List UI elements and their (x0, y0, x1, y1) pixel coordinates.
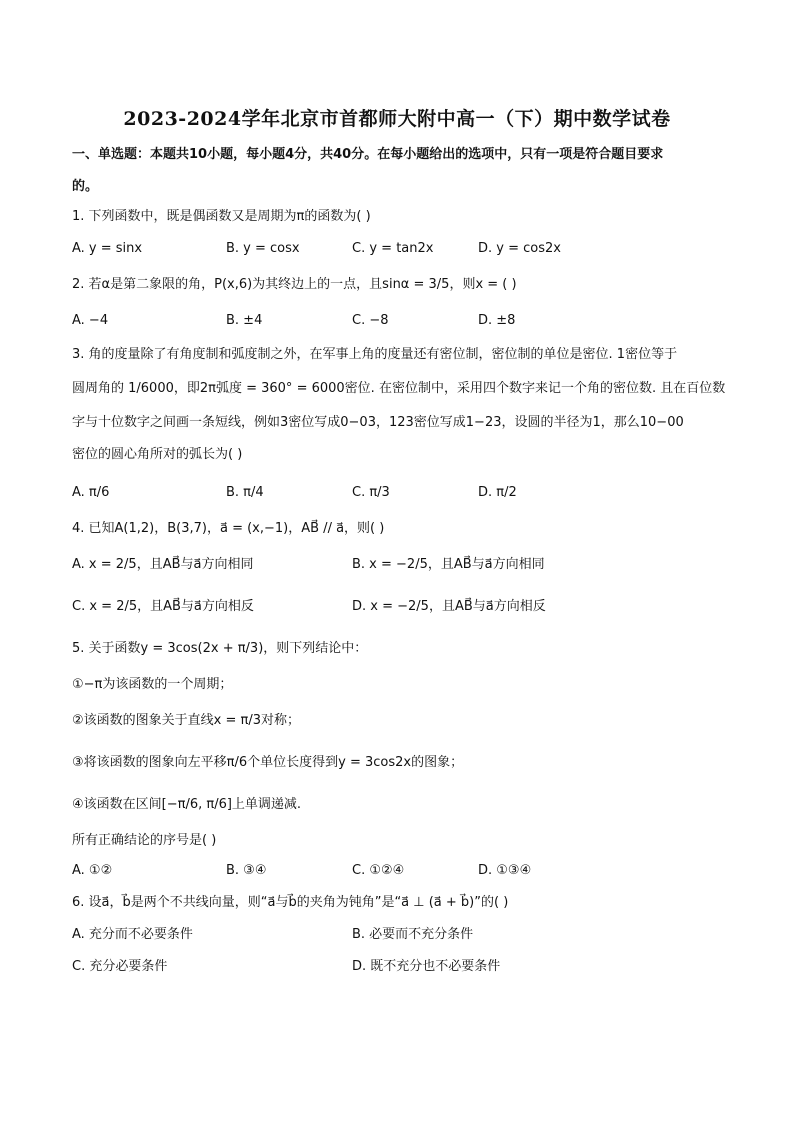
q2-option-d: D. ±8 (478, 313, 516, 328)
q4-option-b: B. x = −2/5，且AB⃗与a⃗方向相同 (352, 557, 545, 572)
q1-option-a: A. y = sinx (72, 241, 143, 256)
q5-ask: 所有正确结论的序号是( ) (72, 833, 217, 848)
q3-line1: 3. 角的度量除了有角度制和弧度制之外，在军事上角的度量还有密位制，密位制的单位是密位. 1密位等于 (72, 347, 678, 362)
q5-option-a: A. ①② (72, 863, 113, 878)
q4-stem: 4. 已知A(1,2)，B(3,7)，a⃗ = (x,−1)，AB⃗ // a⃗，则( ) (72, 521, 385, 536)
q1-option-d: D. y = cos2x (478, 241, 561, 256)
q2-stem: 2. 若α是第二象限的角，P(x,6)为其终边上的一点，且sinα = 3/5，则x = ( ) (72, 277, 517, 292)
q6-option-a: A. 充分而不必要条件 (72, 927, 193, 942)
q5-option-d: D. ①③④ (478, 863, 532, 878)
q4-option-c: C. x = 2/5，且AB⃗与a⃗方向相反 (72, 599, 254, 614)
q3-option-b: B. π/4 (226, 485, 264, 500)
q3-option-d: D. π/2 (478, 485, 517, 500)
q3-option-a: A. π/6 (72, 485, 110, 500)
q2-option-a: A. −4 (72, 313, 109, 328)
q5-statement-2: ②该函数的图象关于直线x = π/3对称； (72, 713, 300, 728)
q5-statement-3: ③将该函数的图象向左平移π/6个单位长度得到y = 3cos2x的图象； (72, 755, 464, 770)
q4-option-a: A. x = 2/5，且AB⃗与a⃗方向相同 (72, 557, 254, 572)
section-heading-line1: 一、单选题：本题共10小题，每小题4分，共40分。在每小题给出的选项中，只有一项是符合题目要求 (72, 147, 664, 162)
q1-stem: 1. 下列函数中，既是偶函数又是周期为π的函数为( ) (72, 209, 371, 224)
q5-option-c: C. ①②④ (352, 863, 405, 878)
q3-line3: 字与十位数字之间画一条短线，例如3密位写成0−03，123密位写成1−23，设圆的半径为1，那么10−00 (72, 415, 684, 430)
q5-option-b: B. ③④ (226, 863, 267, 878)
q2-option-b: B. ±4 (226, 313, 263, 328)
q4-option-d: D. x = −2/5，且AB⃗与a⃗方向相反 (352, 599, 546, 614)
q6-stem: 6. 设a⃗，b⃗是两个不共线向量，则“a⃗与b⃗的夹角为钝角”是“a⃗ ⊥ (a⃗ + b⃗)”的( ) (72, 895, 509, 910)
q3-option-c: C. π/3 (352, 485, 390, 500)
q5-statement-1: ①−π为该函数的一个周期； (72, 677, 233, 692)
q6-option-b: B. 必要而不充分条件 (352, 927, 474, 942)
q2-option-c: C. −8 (352, 313, 389, 328)
q6-option-d: D. 既不充分也不必要条件 (352, 959, 501, 974)
q3-line4: 密位的圆心角所对的弧长为( ) (72, 447, 243, 462)
page-title: 2023-2024学年北京市首都师大附中高一（下）期中数学试卷 (123, 108, 671, 130)
q6-option-c: C. 充分必要条件 (72, 959, 168, 974)
q5-stem: 5. 关于函数y = 3cos(2x + π/3)，则下列结论中： (72, 641, 368, 656)
q3-line2: 圆周角的 1/6000，即2π弧度 = 360° = 6000密位. 在密位制中，采用四个数字来记一个角的密位数. 且在百位数 (72, 381, 726, 396)
q1-option-b: B. y = cosx (226, 241, 300, 256)
q5-statement-4: ④该函数在区间[−π/6, π/6]上单调递减. (72, 797, 302, 812)
q1-option-c: C. y = tan2x (352, 241, 434, 256)
section-heading-line2: 的。 (72, 179, 99, 194)
